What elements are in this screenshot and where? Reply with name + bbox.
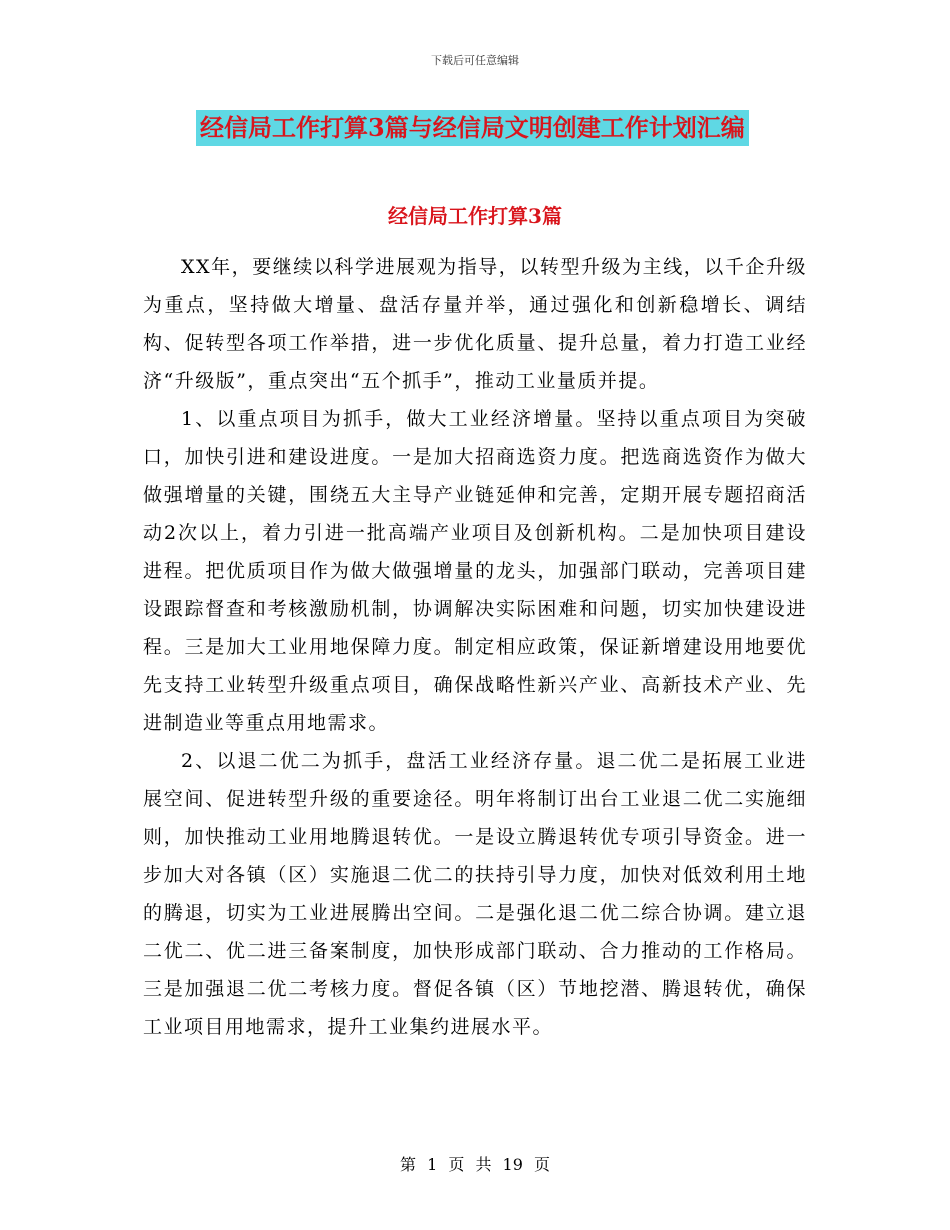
- paragraph-item-1: 1、以重点项目为抓手，做大工业经济增量。坚持以重点项目为突破口，加快引进和建设进度。一是加大招商选资力度。把选商选资作为做大做强增量的关键，围绕五大主导产业链延伸和完善，定期开展专题招商活动2次以上，着力引进一批高端产业项目及创新机构。二是加快项目建设进程。把优质项目作为做大做强增量的龙头，加强部门联动，完善项目建设跟踪督查和考核激励机制，协调解决实际困难和问题，切实加快建设进程。三是加大工业用地保障力度。制定相应政策，保证新增建设用地要优先支持工业转型升级重点项目，确保战略性新兴产业、高新技术产业、先进制造业等重点用地需求。: [143, 408, 807, 734]
- paragraph-item-2: 2、以退二优二为抓手，盘活工业经济存量。退二优二是拓展工业进展空间、促进转型升级的重要途径。明年将制订出台工业退二优二实施细则，加快推动工业用地腾退转优。一是设立腾退转优专项引导资金。进一步加大对各镇（区）实施退二优二的扶持引导力度，加快对低效利用土地的腾退，切实为工业进展腾出空间。二是强化退二优二综合协调。建立退二优二、优二进三备案制度，加快形成部门联动、合力推动的工作格局。三是加强退二优二考核力度。督促各镇（区）节地挖潜、腾退转优，确保工业项目用地需求，提升工业集约进展水平。: [143, 750, 807, 1038]
- document-title: 经信局工作打算3篇与经信局文明创建工作计划汇编: [196, 110, 749, 146]
- paragraph-intro: XX年，要继续以科学进展观为指导，以转型升级为主线，以千企升级为重点，坚持做大增量、盘活存量并举，通过强化和创新稳增长、调结构、促转型各项工作举措，进一步优化质量、提升总量，着力打造工业经济“升级版”，重点突出“五个抓手”，推动工业量质并提。: [143, 256, 807, 392]
- document-body: [143, 248, 807, 1046]
- section-title: 经信局工作打算3篇: [388, 204, 562, 228]
- header-note: 下载后可任意编辑: [431, 54, 519, 67]
- page-number: 第 1 页 共 19 页: [400, 1155, 550, 1174]
